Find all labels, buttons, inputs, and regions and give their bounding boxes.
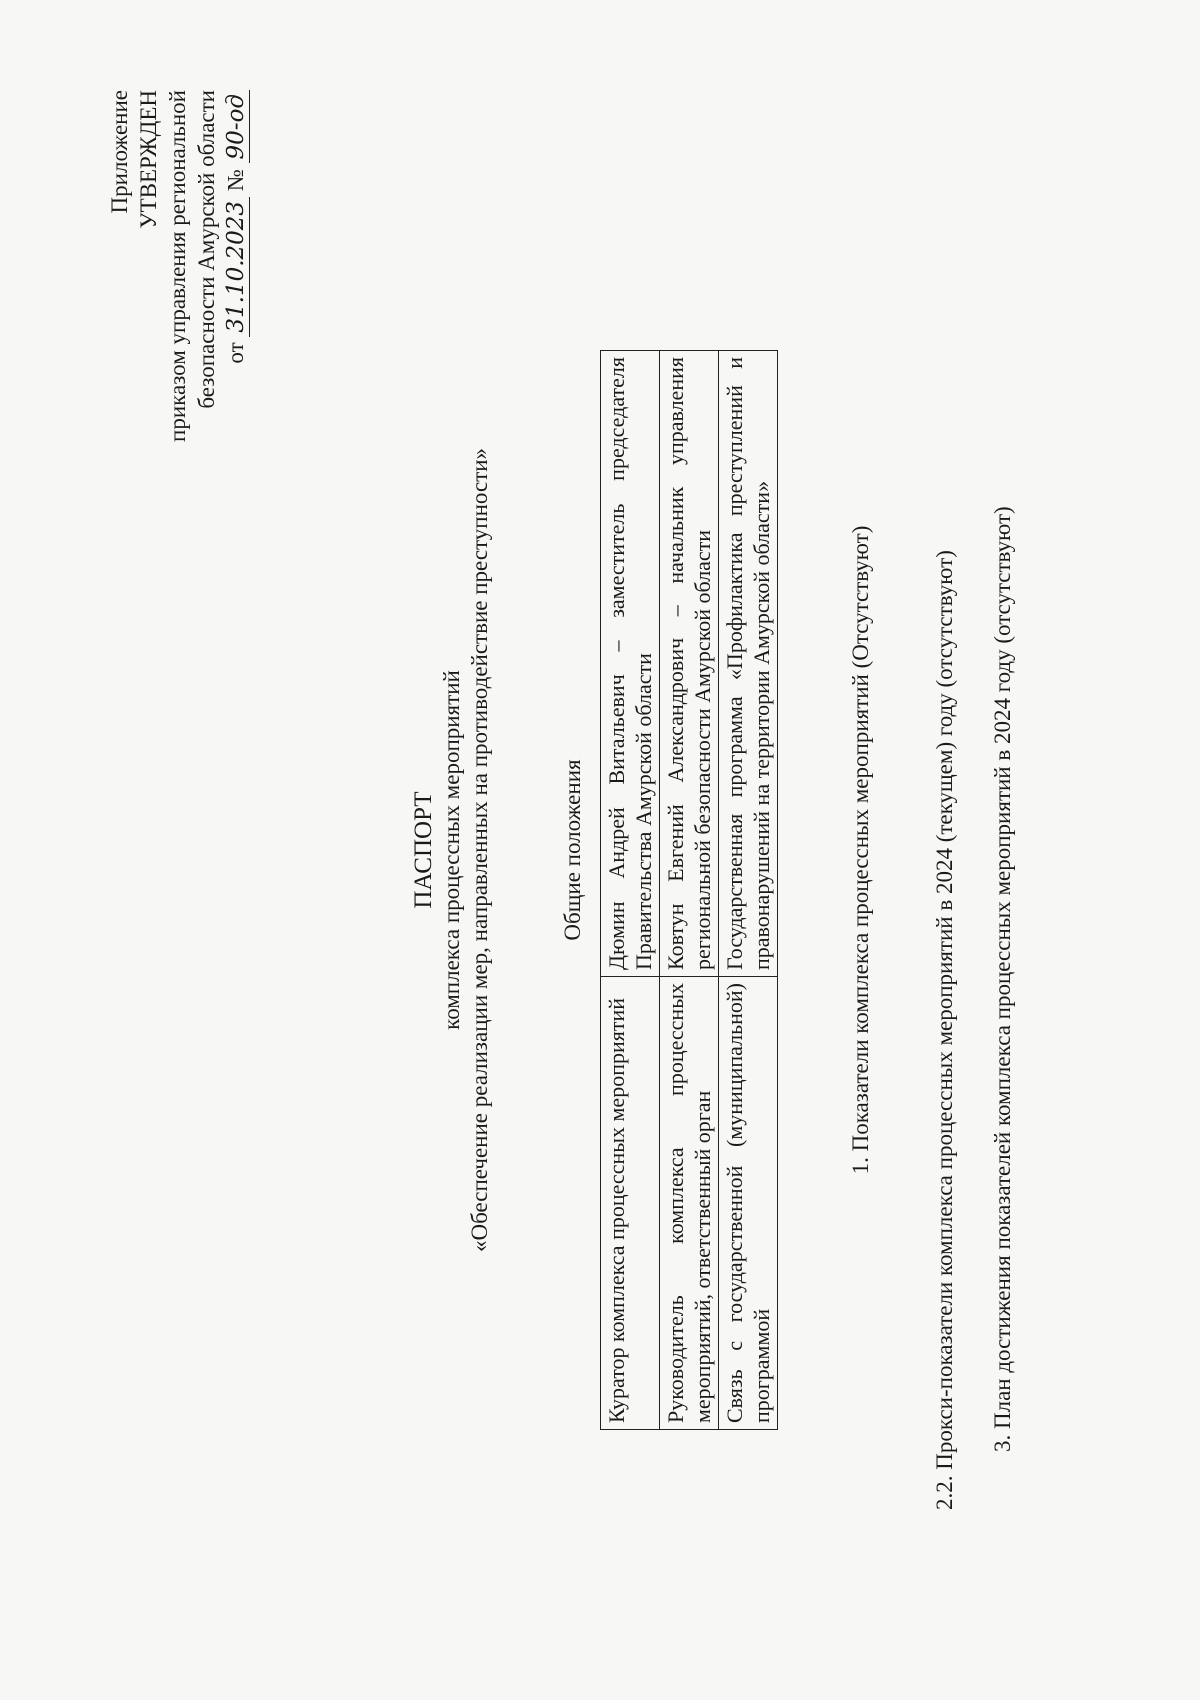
table-row: [719, 351, 778, 1430]
general-heading: Общие положения: [560, 759, 585, 941]
date-prefix: от: [223, 342, 248, 364]
approval-approved: УТВЕРЖДЕН: [136, 90, 161, 229]
handwritten-date: 31.10.2023: [223, 197, 250, 337]
title-sub1: комплекса процессных мероприятий: [439, 670, 464, 1030]
row-value: Ковтун Евгений Александрович – начальник управления региональной безопасности Амурской области: [660, 351, 719, 977]
document-title: [410, 0, 494, 1700]
title-sub2: «Обеспечение реализации мер, направленных на противодействие преступности»: [467, 447, 492, 1253]
general-info-table: [600, 350, 778, 1430]
approval-agency-line: безопасности Амурской области: [194, 90, 219, 409]
section-3-heading: 3. План достижения показателей комплекса процессных мероприятий в 2024 году (отсутствуют): [990, 506, 1015, 1452]
title-main: ПАСПОРТ: [410, 791, 437, 909]
row-value: Государственная программа «Профилактика преступлений и правонарушений на территории Амурской области»: [719, 351, 778, 977]
section-2-2-heading: 2.2. Прокси-показатели комплекса процессных мероприятий в 2024 (текущем) году (отсутствуют): [932, 550, 957, 1510]
section-1-heading: 1. Показатели комплекса процессных мероприятий (Отсутствуют): [848, 525, 873, 1175]
approval-date-line: [221, 90, 251, 442]
approval-appendix: Приложение: [107, 90, 132, 214]
approval-stamp: [105, 90, 251, 442]
handwritten-number: 90-од: [223, 90, 250, 163]
number-prefix: №: [223, 169, 248, 192]
table-row: [660, 351, 719, 1430]
row-label: Куратор комплекса процессных мероприятий: [601, 977, 660, 1430]
row-value: Дюмин Андрей Витальевич – заместитель председателя Правительства Амурской области: [601, 351, 660, 977]
row-label: Руководитель комплекса процессных мероприятий, ответственный орган: [660, 977, 719, 1430]
row-label: Связь с государственной (муниципальной) программой: [719, 977, 778, 1430]
table-row: [601, 351, 660, 1430]
approval-order-line: приказом управления региональной: [165, 90, 190, 442]
